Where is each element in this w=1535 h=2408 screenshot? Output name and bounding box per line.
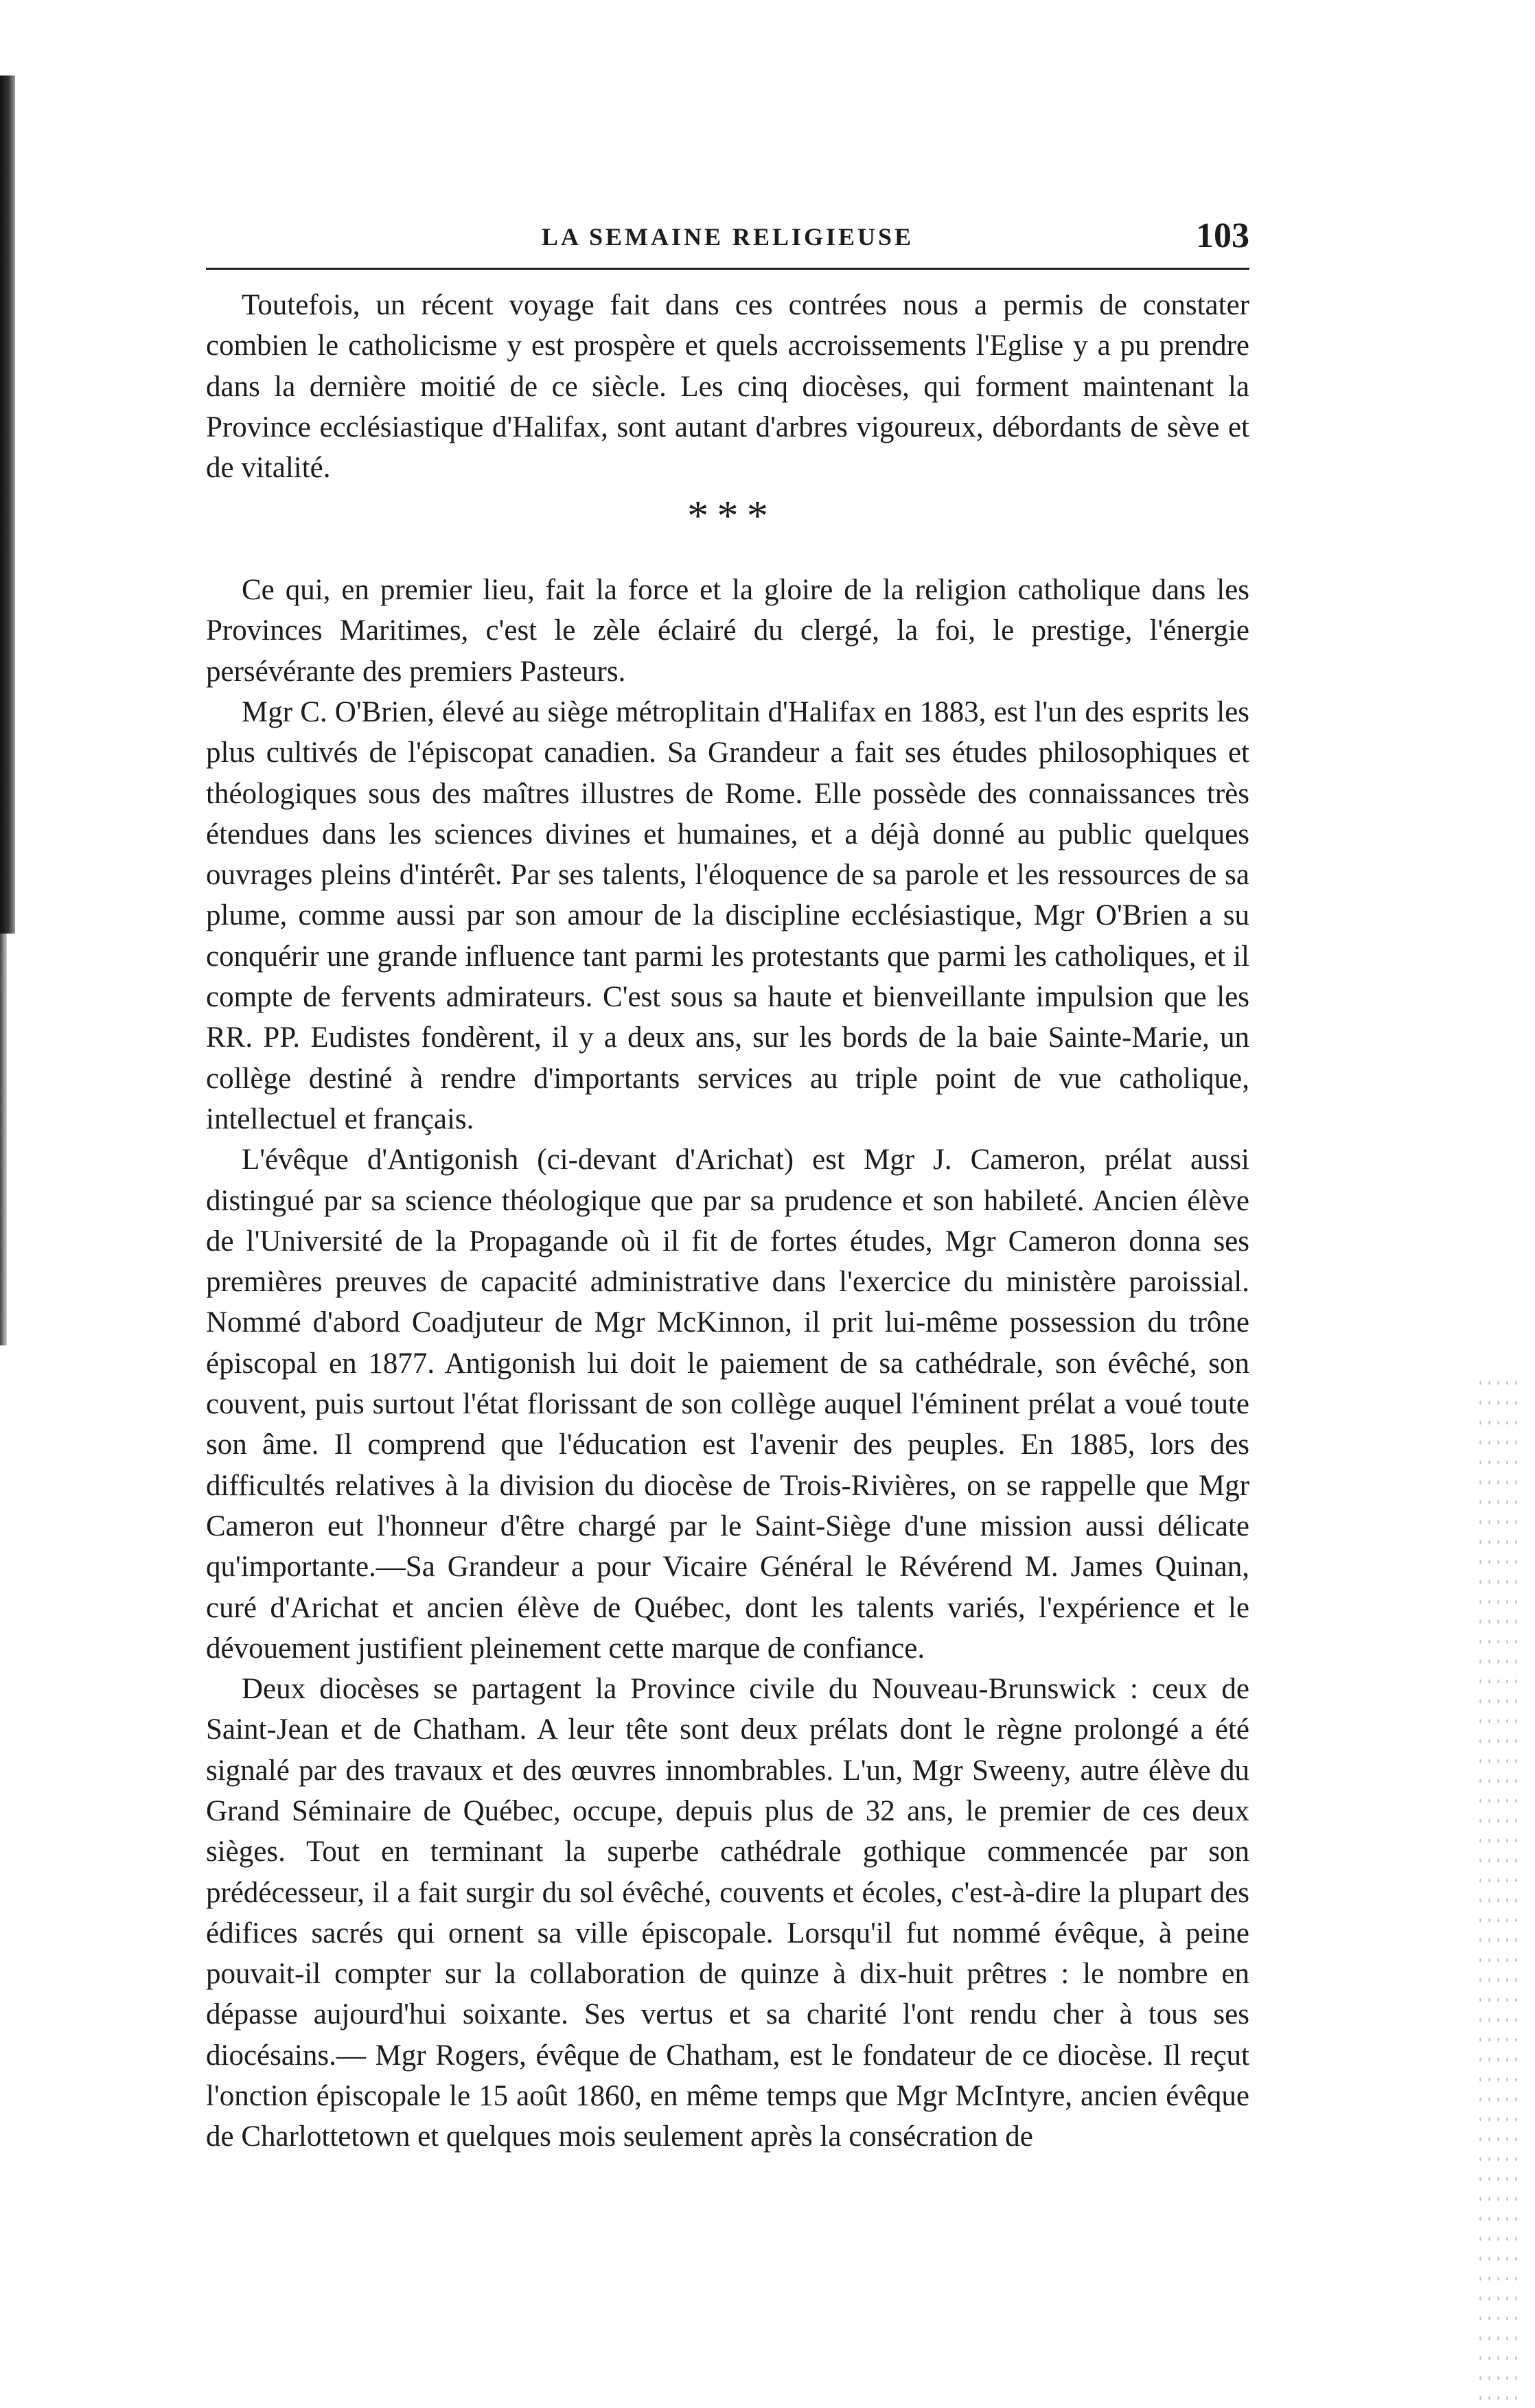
paragraph-new-brunswick: Deux diocèses se partagent la Province civile du Nouveau-Brunswick : ceux de Saint-Jean et de Chatham. A leur tête sont deux prélats dont le règne prolongé a été signalé par des travaux et des œuvres innombrables. L'un, Mgr Sweeny, autre élève du Grand Séminaire de Québec, occupe, depuis plus de 32 ans, le premier de ces deux sièges. Tout en terminant la superbe cathédrale gothique commencée par son prédécesseur, il a fait surgir du sol évêché, couvents et écoles, c'est-à-dire la plupart des édifices sacrés qui ornent sa ville épiscopale. Lorsqu'il fut nommé évêque, à peine pouvait-il compter sur la collaboration de quinze à dix-huit prêtres : le nombre en dépasse aujourd'hui soixante. Ses vertus et sa charité l'ont rendu cher à tous ses diocésains.— Mgr Rogers, évêque de Chatham, est le fondateur de ce diocèse. Il reçut l'onction épiscopale le 15 août 1860, en même temps que Mgr McIntyre, ancien évêque de Charlottetown et quelques mois seulement après la consécration de <box>206 1673 1249 2153</box>
paragraph-cameron: L'évêque d'Antigonish (ci-devant d'Arichat) est Mgr J. Cameron, prélat aussi distingué par sa science théologique que par sa prudence et son habileté. Ancien élève de l'Université de la Propagande où il fit de fortes études, Mgr Cameron donna ses premières preuves de capacité administrative dans l'exercice du ministère paroissial. Nommé d'abord Coadjuteur de Mgr McKinnon, il prit lui-même possession du trône épiscopal en 1877. Antigonish lui doit le paiement de sa cathédrale, son évêché, son couvent, puis surtout l'état florissant de son collège auquel l'éminent prélat a voué toute son âme. Il comprend que l'éducation est l'avenir des peuples. En 1885, lors des difficultés relatives à la division du diocèse de Trois-Rivières, on se rappelle que Mgr Cameron eut l'honneur d'être chargé par le Saint-Siège d'une mission aussi délicate qu'importante.—Sa Grandeur a pour Vicaire Général le Révérend M. James Quinan, curé d'Arichat et ancien élève de Québec, dont les talents variés, l'expérience et le dévouement justifient pleinement cette marque de confiance. <box>206 1144 1249 1665</box>
paragraph-obrien: Mgr C. O'Brien, élevé au siège métroplitain d'Halifax en 1883, est l'un des esprits les plus cultivés de l'épiscopat canadien. Sa Grandeur a fait ses études philosophiques et théologiques sous des maîtres illustres de Rome. Elle possède des connaissances très étendues dans les sciences divines et humaines, et a déjà donné au public quelques ouvrages pleins d'intérêt. Par ses talents, l'éloquence de sa parole et les ressources de sa plume, comme aussi par son amour de la discipline ecclésiastique, Mgr O'Brien a su conquérir une grande influence tant parmi les protestants que parmi les catholiques, et il compte de fervents admirateurs. C'est sous sa haute et bienveillante impulsion que les RR. PP. Eudistes fondèrent, il y a deux ans, sur les bords de la baie Sainte-Marie, un collège destiné à rendre d'importants services au triple point de vue catholique, intellectuel et français. <box>206 695 1249 1135</box>
asterism-separator: * * * <box>687 493 768 540</box>
scan-margin-speckle <box>1476 1373 1524 2403</box>
scan-edge-shadow <box>0 76 15 934</box>
book-page <box>206 216 1249 2157</box>
running-head <box>206 216 1249 270</box>
paragraph-clergy: Ce qui, en premier lieu, fait la force et la gloire de la religion catholique dans les Provinces Maritimes, c'est le zèle éclairé du clergé, la foi, le prestige, l'énergie persévérante des premiers Pasteurs. <box>206 574 1249 688</box>
text-body <box>206 285 1249 2157</box>
running-head-title: LA SEMAINE RELIGIEUSE <box>541 223 914 251</box>
paragraph-intro: Toutefois, un récent voyage fait dans ces contrées nous a permis de constater combien le catholicisme y est prospère et quels accroissements l'Eglise y a pu prendre dans la dernière moitié de ce siècle. Les cinq diocèses, qui forment maintenant la Province ecclésiastique d'Halifax, sont autant d'arbres vigoureux, débordants de sève et de vitalité. <box>206 289 1249 485</box>
scan-edge-shadow-lower <box>0 934 7 1345</box>
page-number: 103 <box>1196 216 1249 255</box>
